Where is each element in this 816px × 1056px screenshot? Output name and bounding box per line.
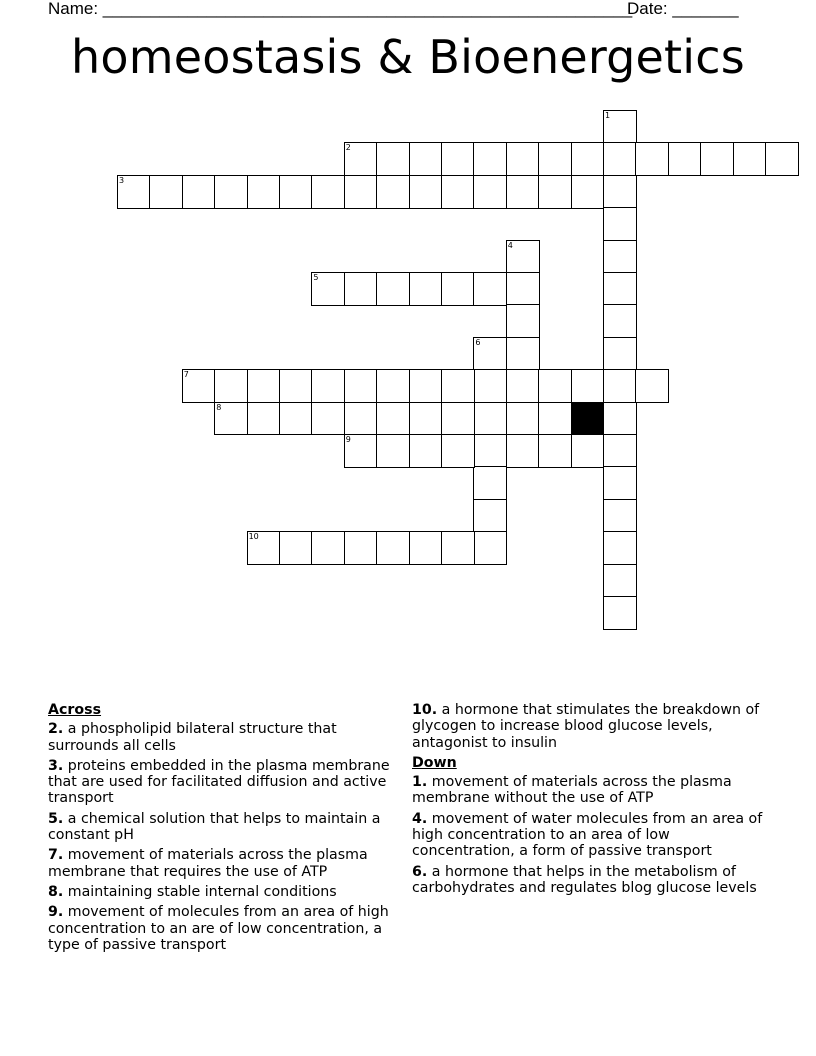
grid-cell[interactable] [603,466,637,500]
clue-down-4 [412,811,767,860]
clue-across-2 [48,721,393,754]
clue-text: movement of materials across the plasma membrane without the use of ATP [412,774,732,807]
grid-cell[interactable] [538,402,572,436]
clue-number: 3. [48,757,64,774]
grid-cell[interactable] [344,531,378,565]
cell-number: 5 [313,273,319,282]
grid-cell[interactable] [603,175,637,209]
grid-cell[interactable] [538,142,572,176]
grid-cell[interactable] [603,304,637,338]
grid-cell[interactable] [635,142,669,176]
grid-cell[interactable] [247,402,281,436]
clue-number: 4. [412,810,428,827]
grid-cell[interactable] [603,337,637,371]
grid-cell[interactable] [571,142,605,176]
clue-across-9 [48,904,393,953]
grid-cell[interactable] [376,142,410,176]
grid-cell[interactable] [344,175,378,209]
grid-cell[interactable] [247,175,281,209]
grid-cell[interactable] [311,531,345,565]
clues-column-right [412,702,767,900]
grid-cell[interactable] [279,531,313,565]
grid-cell[interactable] [473,402,507,436]
clue-number: 7. [48,847,64,864]
grid-cell[interactable] [506,175,540,209]
grid-cell[interactable] [409,434,443,468]
clue-across-7 [48,847,393,880]
cell-number: 9 [345,435,351,444]
clue-text: movement of molecules from an area of high concentration to an are of low concentration, a type of passive transport [48,904,389,953]
clue-text: proteins embedded in the plasma membrane that are used for facilitated diffusion and active transport [48,757,390,807]
clue-number: 8. [48,883,64,900]
grid-cell[interactable] [473,434,507,468]
grid-cell[interactable] [441,175,475,209]
clue-text: movement of water molecules from an area of high concentration to an area of low concentration, a form of passive transport [412,810,763,860]
grid-cell[interactable] [441,434,475,468]
cell-number: 1 [605,111,611,120]
grid-cell[interactable] [376,369,410,403]
grid-cell[interactable] [473,175,507,209]
grid-cell[interactable] [538,369,572,403]
grid-cell[interactable] [182,175,216,209]
grid-cell[interactable] [214,402,248,436]
grid-cell[interactable] [344,434,378,468]
grid-cell[interactable] [149,175,183,209]
grid-cell[interactable] [409,369,443,403]
grid-cell[interactable] [506,142,540,176]
clue-number: 10. [412,702,438,718]
grid-cell[interactable] [279,369,313,403]
name-field-label: Name: ________________________________________________________ [48,0,633,18]
grid-cell[interactable] [506,337,540,371]
grid-cell[interactable] [506,304,540,338]
grid-cell[interactable] [344,142,378,176]
cell-number: 10 [248,532,259,542]
grid-cell[interactable] [409,531,443,565]
grid-cell[interactable] [441,402,475,436]
grid-cell[interactable] [603,499,637,533]
grid-cell[interactable] [473,369,507,403]
clue-number: 2. [48,721,64,738]
clue-across-8 [48,884,393,900]
cell-number: 6 [475,337,481,347]
clue-text: a hormone that helps in the metabolism of carbohydrates and regulates blog glucose levels [412,863,757,896]
grid-cell[interactable] [214,369,248,403]
grid-cell[interactable] [279,175,313,209]
grid-cell[interactable] [473,272,507,306]
grid-cell[interactable] [603,402,637,436]
cell-number: 8 [216,402,222,412]
grid-cell[interactable] [214,175,248,209]
grid-cell[interactable] [506,402,540,436]
grid-cell[interactable] [376,402,410,436]
grid-cell[interactable] [635,369,669,403]
grid-cell[interactable] [441,272,475,306]
grid-cell[interactable] [473,466,507,500]
grid-cell[interactable] [409,402,443,436]
clue-number: 6. [412,863,428,880]
grid-cell[interactable] [473,531,507,565]
grid-cell[interactable] [376,175,410,209]
clues-column-left [48,702,393,957]
cell-number: 3 [119,175,125,185]
grid-cell[interactable] [733,142,767,176]
grid-cell[interactable] [603,272,637,306]
clue-number: 5. [48,810,64,827]
grid-cell[interactable] [441,369,475,403]
grid-cell[interactable] [668,142,702,176]
grid-cell[interactable] [473,142,507,176]
cell-number: 2 [345,143,351,153]
grid-cell[interactable] [311,175,345,209]
grid-cell[interactable] [603,207,637,241]
grid-cell[interactable] [506,240,540,274]
grid-cell[interactable] [603,110,637,144]
grid-cell[interactable] [571,434,605,468]
clue-text: a phospholipid bilateral structure that surrounds all cells [48,721,337,754]
grid-cell[interactable] [344,369,378,403]
grid-cell[interactable] [603,564,637,598]
grid-cell[interactable] [409,142,443,176]
grid-cell[interactable] [311,369,345,403]
clue-down-6 [412,864,767,897]
grid-cell[interactable] [765,142,799,176]
grid-cell[interactable] [571,369,605,403]
grid-cell[interactable] [700,142,734,176]
clue-across-10 [412,702,767,751]
grid-cell[interactable] [376,272,410,306]
grid-cell[interactable] [603,531,637,565]
grid-cell[interactable] [409,272,443,306]
grid-cell[interactable] [441,142,475,176]
grid-cell[interactable] [603,596,637,630]
grid-cell[interactable] [538,434,572,468]
cell-number: 4 [507,240,513,250]
grid-cell[interactable] [506,434,540,468]
down-heading: Down [412,754,457,771]
grid-cell[interactable] [279,402,313,436]
grid-cell[interactable] [473,499,507,533]
grid-cell[interactable] [376,531,410,565]
clue-text: a hormone that stimulates the breakdown of glycogen to increase blood glucose levels, antagonist to insulin [412,702,760,751]
grid-cell[interactable] [117,175,151,209]
grid-cell[interactable] [311,272,345,306]
grid-cell[interactable] [506,369,540,403]
clue-across-5 [48,811,393,844]
clue-number: 1. [412,774,428,791]
grid-cell[interactable] [571,175,605,209]
clue-text: movement of materials across the plasma membrane that requires the use of ATP [48,847,368,880]
grid-cell[interactable] [311,402,345,436]
grid-cell[interactable] [603,369,637,403]
grid-cell[interactable] [247,369,281,403]
clue-down-1 [412,774,767,807]
across-heading: Across [48,702,102,718]
grid-cell[interactable] [538,175,572,209]
grid-cell[interactable] [603,434,637,468]
clue-number: 9. [48,904,64,921]
grid-cell[interactable] [344,272,378,306]
grid-cell[interactable] [182,369,216,403]
grid-cell[interactable] [376,434,410,468]
clue-text: maintaining stable internal conditions [67,883,337,900]
date-field-label: Date: _______ [627,0,739,18]
clue-across-3 [48,758,393,807]
grid-cell[interactable] [603,142,637,176]
grid-cell[interactable] [441,531,475,565]
grid-cell[interactable] [409,175,443,209]
grid-cell[interactable] [344,402,378,436]
blocked-cell [571,402,605,436]
grid-cell[interactable] [506,272,540,306]
grid-cell[interactable] [603,240,637,274]
grid-cell[interactable] [473,337,507,371]
cell-number: 7 [183,370,189,380]
clue-text: a chemical solution that helps to maintain a constant pH [48,810,381,844]
grid-cell[interactable] [247,531,281,565]
page-title: homeostasis & Bioenergetics [71,30,745,84]
